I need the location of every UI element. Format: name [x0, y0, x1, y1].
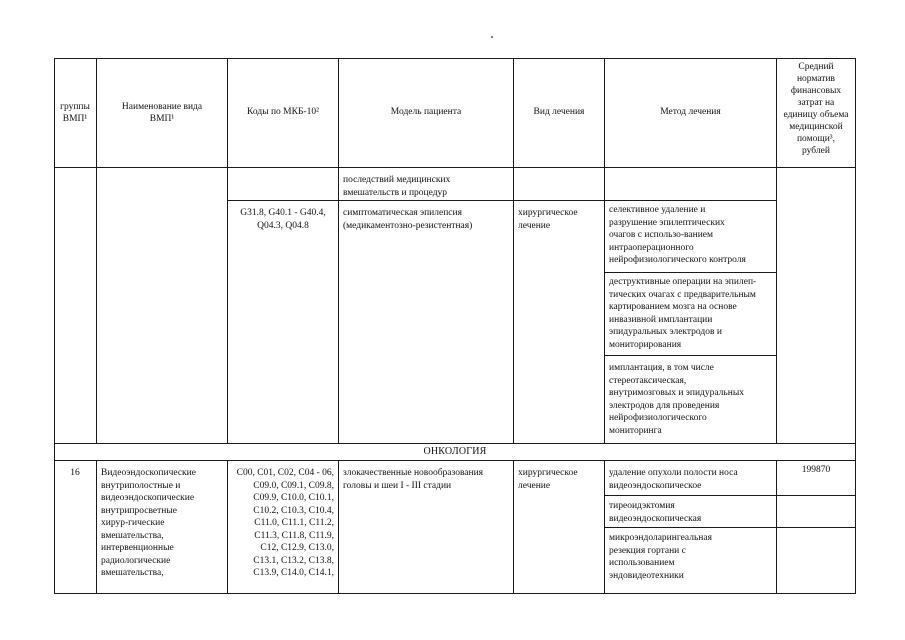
- col-line-6b: [776, 460, 777, 594]
- table-border-bottom: [54, 593, 856, 594]
- codes-epilepsy: G31.8, G40.1 - G40.4, Q04.3, Q04.8: [240, 208, 326, 231]
- section-bottom-line: [54, 460, 856, 461]
- header-codes: Коды по МКБ-10²: [247, 107, 319, 117]
- header-model: Модель пациента: [390, 107, 462, 117]
- section-title: ОНКОЛОГИЯ: [423, 446, 487, 457]
- col-line-3b: [338, 460, 339, 594]
- col-line-5b: [604, 460, 605, 594]
- header-cost: Средний норматив финансовых затрат на единицу объема медицинской помощи³, рублей: [783, 62, 849, 156]
- row16-method-2: тиреоидэктомия видеоэндоскопическая: [609, 501, 702, 524]
- row16-codes: C00, C01, C02, C04 - 06, C09.0, C09.1, C09.8, C09.9, C10.0, C10.1, C10.2, C10.3, C10.4, C11.0, C11.1, C11.2, C11.3, C11.8, C11.9, C12, C12.9, C13.0, C13.1, C13.2, C13.8, C13.9, C14.0, C14.1,: [236, 468, 334, 578]
- row16-model: злокачественные новообразования головы и шеи I - III стадии: [343, 468, 484, 491]
- method-line-1: [604, 272, 776, 273]
- col-line-1b: [96, 460, 97, 594]
- model-continued: последствий медицинских вмешательств и процедур: [343, 175, 451, 198]
- row16-method-1: удаление опухоли полости носа видеоэндоскопическое: [609, 468, 738, 491]
- header-group: группы ВМП¹: [60, 102, 90, 124]
- row16-treatment: хирургическое лечение: [518, 468, 578, 491]
- col-line-4b: [513, 460, 514, 594]
- method-epilepsy-1: селективное удаление и разрушение эпилептических очагов с использо-ванием интраоперационного нейрофизиологического контроля: [609, 205, 746, 265]
- col-line-0: [54, 58, 55, 594]
- header-bottom-line: [54, 167, 856, 168]
- header-method: Метод лечения: [660, 107, 721, 117]
- row16-cost: 199870: [801, 465, 831, 475]
- method-line-2: [604, 355, 776, 356]
- row16-group: 16: [70, 468, 80, 478]
- col-line-7: [855, 58, 856, 594]
- header-name: Наименование вида ВМП¹: [121, 102, 203, 124]
- row16-method-3: микроэндоларингеальная резекция гортани с использованием эндовидеотехники: [609, 533, 712, 581]
- header-treatment: Вид лечения: [533, 107, 585, 117]
- treatment-epilepsy: хирургическое лечение: [518, 208, 578, 231]
- row-line-a: [227, 200, 776, 201]
- method-epilepsy-2: деструктивные операции на эпилеп- тических очагах с предварительным картированием мозга на основе инвазивной имплантации эпидуральных электродов и мониторирования: [609, 277, 757, 350]
- method-line-4: [604, 527, 856, 528]
- method-epilepsy-3: имплантация, в том числе стереотаксическая, внутримозговых и эпидуральных электродов для проведения нейрофизиологического мониторинга: [609, 363, 744, 436]
- section-top-line: [54, 443, 856, 444]
- row16-name: Видеоэндоскопические внутриполостные и видеоэндоскопические внутрипросветные хирур-гические вмешательства, интервенционные радиологические вмешательства,: [101, 468, 196, 578]
- method-line-3: [604, 495, 856, 496]
- table-border-top: [54, 58, 856, 59]
- scan-speck: [491, 36, 493, 38]
- model-epilepsy: симптоматическая эпилепсия (медикаментозно-резистентная): [343, 208, 473, 231]
